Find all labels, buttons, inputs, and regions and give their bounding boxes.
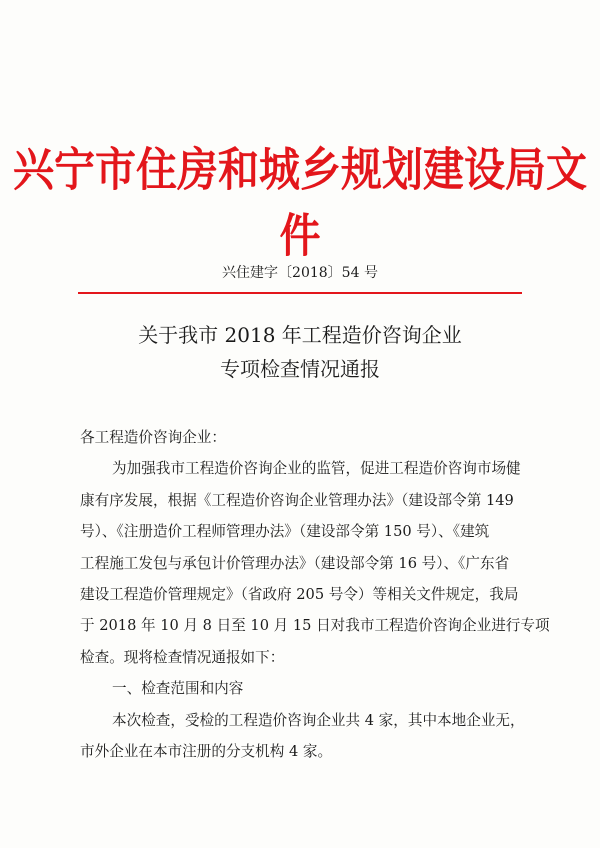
document-body: [80, 422, 550, 767]
paragraph-1-line-4: 工程施工发包与承包计价管理办法》（建设部令第 16 号）、《广东省: [80, 554, 510, 572]
section-1-heading: 一、检查范围和内容: [112, 680, 244, 698]
subject-line-2: 专项检查情况通报: [220, 357, 380, 381]
paragraph-1-line-3: 号）、《注册造价工程师管理办法》（建设部令第 150 号）、《建筑: [80, 523, 490, 541]
paragraph-1-line-2: 康有序发展，根据《工程造价咨询企业管理办法》（建设部令第 149: [80, 491, 514, 509]
paragraph-1-line-7: 检查。现将检查情况通报如下：: [80, 648, 285, 666]
paragraph-1-line-6: 于 2018 年 10 月 8 日至 10 月 15 日对我市工程造价咨询企业进行专项: [80, 617, 550, 635]
paragraph-2-line-2: 市外企业在本市注册的分支机构 4 家。: [80, 743, 333, 761]
document-number: 兴住建字〔2018〕54 号: [222, 265, 378, 281]
subject-line-1: 关于我市 2018 年工程造价咨询企业: [138, 323, 462, 347]
document-subject: [0, 318, 600, 386]
salutation: 各工程造价咨询企业：: [80, 429, 226, 446]
paragraph-1-line-5: 建设工程造价管理规定》（省政府 205 号令）等相关文件规定，我局: [80, 586, 519, 604]
red-separator-line: [78, 292, 522, 294]
paragraph-2-line-1: 本次检查，受检的工程造价咨询企业共 4 家，其中本地企业无，: [112, 711, 525, 729]
paragraph-1-line-1: 为加强我市工程造价咨询企业的监管，促进工程造价咨询市场健: [112, 460, 521, 478]
issuing-authority-header: 兴宁市住房和城乡规划建设局文件: [13, 143, 587, 263]
